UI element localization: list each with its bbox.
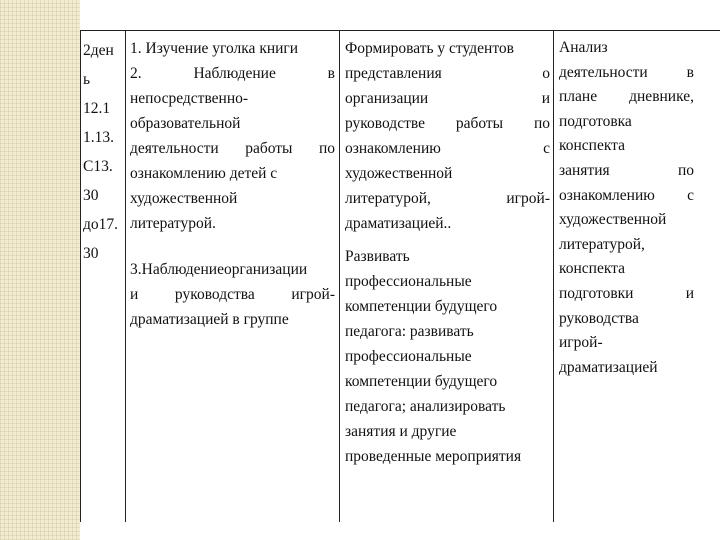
assignment-line: конспекта (559, 260, 626, 278)
assignment-line: занятия по (559, 161, 694, 179)
time-line: 2ден (83, 42, 114, 59)
activity-line: художественной (130, 190, 238, 207)
activity-line: непосредственно- (130, 90, 249, 107)
activity-line: 1. Изучение уголка книги (130, 40, 299, 57)
activity-line: литературой. (130, 215, 216, 232)
time-line: С13. (83, 158, 113, 175)
goal-line: драматизацией.. (345, 215, 452, 232)
assignment-column (559, 36, 694, 380)
activity-line: 2. Наблюдение в (130, 65, 335, 82)
activity-line: драматизацией в группе (130, 311, 289, 328)
goal-line: компетенции будущего (345, 373, 498, 390)
goal-line: проведенные мероприятия (345, 448, 522, 465)
assignment-line: художественной (559, 211, 667, 229)
time-line: ь (83, 71, 91, 88)
assignment-line: драматизацией (559, 358, 658, 376)
assignment-line: Анализ (559, 39, 608, 56)
goal-line: Развивать (345, 248, 410, 265)
assignment-line: плане дневнике, (559, 88, 694, 106)
column-divider-3 (553, 30, 554, 522)
goal-line: литературой, игрой- (345, 190, 550, 207)
goal-line: профессиональные (345, 348, 472, 365)
assignment-line: руководства (559, 309, 639, 327)
time-line: 30 (83, 187, 99, 204)
time-line: 12.1 (83, 100, 111, 117)
activity-column-block-2 (130, 257, 335, 332)
assignment-line: игрой- (559, 334, 603, 352)
time-line: до17. (83, 216, 119, 233)
goal-line: педагога: развивать (345, 323, 474, 340)
assignment-line: ознакомлению с (559, 186, 694, 204)
assignment-line: подготовки и (559, 284, 694, 302)
goal-line: представления о (345, 65, 550, 82)
goal-line: занятия и другие (345, 423, 457, 440)
decorative-side-stripe (0, 0, 80, 540)
time-line: 30 (83, 245, 99, 262)
goals-column-block-1 (345, 36, 550, 236)
goal-line: педагога; анализировать (345, 398, 506, 415)
table-left-border (80, 30, 81, 522)
table-top-border (80, 30, 720, 31)
activity-column-block-1 (130, 36, 335, 236)
assignment-line: конспекта (559, 137, 626, 155)
activity-line: образовательной (130, 115, 241, 132)
column-divider-2 (339, 30, 340, 522)
goals-column-block-2 (345, 244, 550, 469)
assignment-line: деятельности в (559, 63, 694, 81)
goal-line: руководстве работы по (345, 115, 550, 132)
goal-line: Формировать у студентов (345, 40, 514, 57)
activity-line: 3.Наблюдениеорганизации (130, 261, 308, 278)
activity-line: и руководства игрой- (130, 286, 335, 303)
assignment-line: подготовка (559, 112, 632, 130)
time-line: 1.13. (83, 129, 114, 146)
goal-line: организации и (345, 90, 550, 107)
time-column (83, 36, 125, 268)
assignment-line: литературой, (559, 235, 645, 253)
goal-line: художественной (345, 165, 453, 182)
goal-line: компетенции будущего (345, 298, 498, 315)
activity-line: ознакомлению детей с (130, 165, 278, 182)
goal-line: профессиональные (345, 273, 472, 290)
activity-line: деятельности работы по (130, 140, 335, 157)
goal-line: ознакомлению с (345, 140, 550, 157)
column-divider-1 (125, 30, 126, 522)
